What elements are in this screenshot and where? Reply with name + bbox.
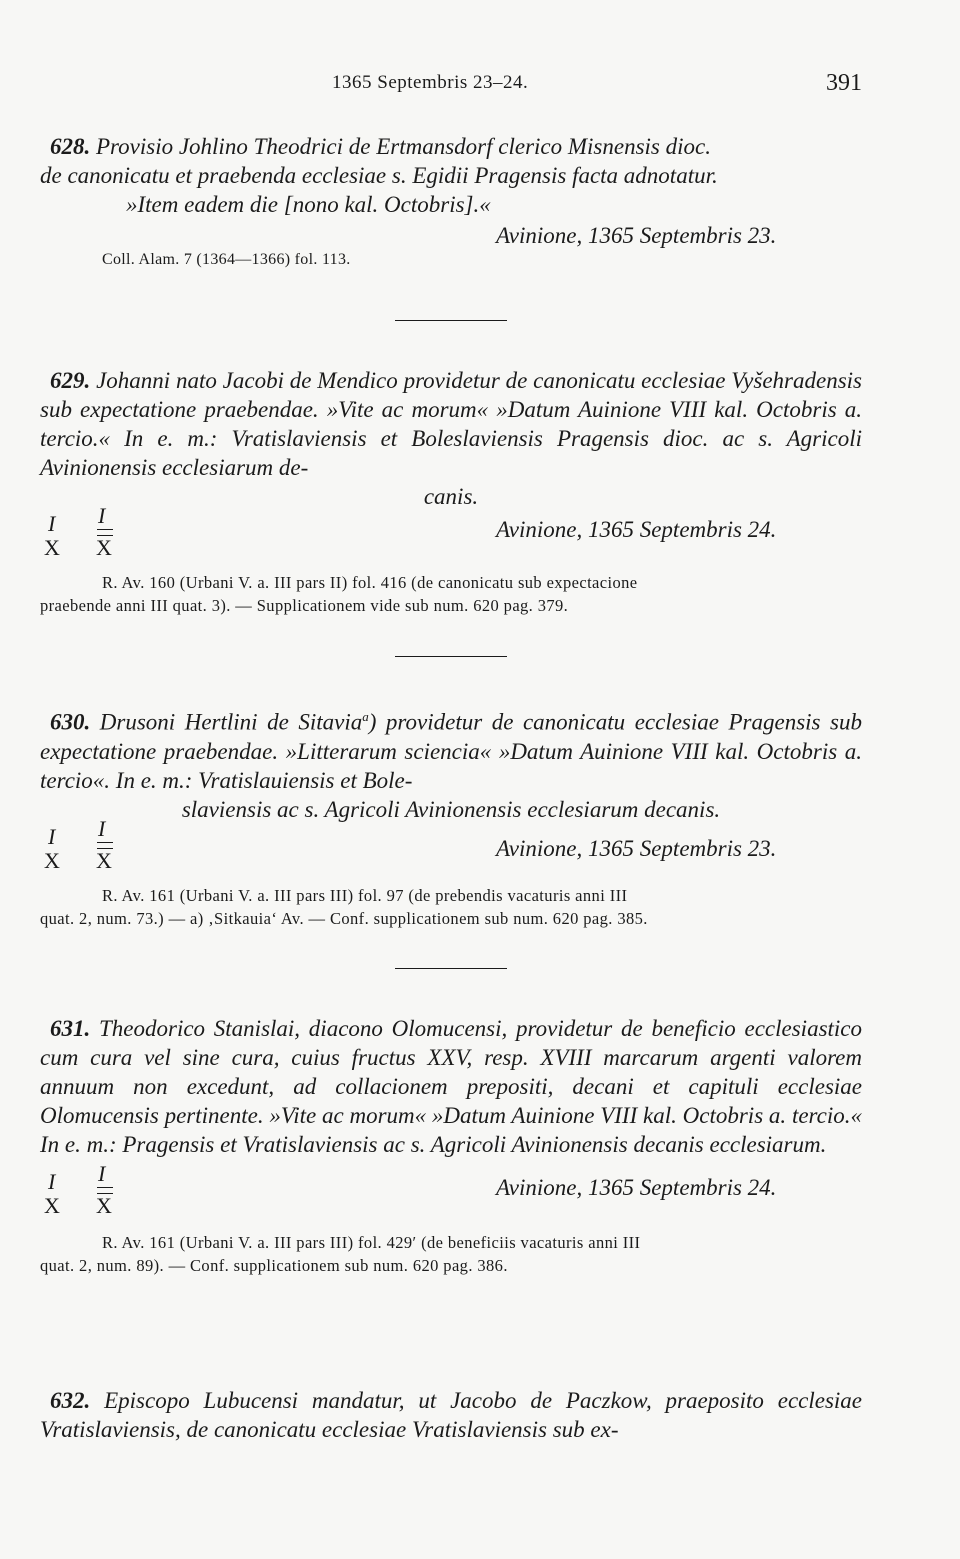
entry-631 <box>40 1014 862 1277</box>
mark-lower-right: X <box>96 535 112 560</box>
entry-632-text <box>40 1386 862 1444</box>
place-date: Avinione, 1365 Septembris 23. <box>496 223 777 248</box>
note-line-1: R. Av. 161 (Urbani V. a. III pars III) fol. 429′ (de beneficiis vacaturis anni III <box>102 1233 641 1252</box>
entry-629-marks <box>40 503 862 563</box>
entry-629 <box>40 366 862 617</box>
entry-631-text <box>40 1014 862 1159</box>
entry-630-body-b: ) providetur de canonicatu ecclesiae Pragensis sub expectatione praebendae. »Litterarum sciencia« »Datum Auinione VIII kal. Octobris a. tercio«. In e. m.: Vratislauiensis et Bole- <box>40 709 862 793</box>
entry-number: 631. <box>50 1016 91 1041</box>
entry-number: 630. <box>50 709 91 735</box>
entry-630 <box>40 702 862 930</box>
entry-631-marks <box>40 1161 862 1221</box>
entry-631-body: Theodorico Stanislai, diacono Olomucensi, providetur de beneficio ecclesiastico cum cura vel sine cura, cuius fructus XXV, resp. XVIII marcarum argenti valorem annuum non excedunt, ad collacionem prepositi, decani et capituli ecclesiae Olomucensis pertinente. »Vite ac morum« »Datum Auinione VIII kal. Octobris a. tercio.« In e. m.: Pragensis et Vratislaviensis ac s. Agricoli Avinionensis decanis ecclesiarum. <box>40 1016 863 1157</box>
entry-632-body: Episcopo Lubucensi mandatur, ut Jacobo de Paczkow, praeposito ecclesiae Vratislaviensis, de canonicatu ecclesiae Vratislaviensis sub ex- <box>40 1388 863 1442</box>
note-line-1: R. Av. 160 (Urbani V. a. III pars II) fol. 416 (de canonicatu sub expectacione <box>102 573 638 592</box>
entry-630-body-a: Drusoni Hertlini de Sitavia <box>99 709 363 735</box>
mark-lower-left: X <box>44 847 60 873</box>
separator-rule <box>395 320 507 321</box>
entry-number: 632. <box>50 1388 91 1413</box>
entry-629-body: Johanni nato Jacobi de Mendico providetur de canonicatu ecclesiae Vyšehradensis sub expectatione praebendae. »Vite ac morum« »Datum Auinione VIII kal. Octobris a. tercio.« In e. m.: Vratislaviensis et Boleslaviensis Pragensis dioc. ac s. Agricoli Avinionensis ecclesiarum de- <box>40 368 862 480</box>
entry-number: 629. <box>50 368 91 393</box>
entry-628-line-1: Provisio Johlino Theodrici de Ertmansdorf clerico Misnensis dioc. <box>96 134 711 159</box>
entry-628-text <box>40 132 862 219</box>
entry-632 <box>40 1386 862 1444</box>
entry-630-note <box>40 884 862 930</box>
source-reference: Coll. Alam. 7 (1364—1366) fol. 113. <box>102 251 351 268</box>
entry-630-text <box>40 702 862 824</box>
note-line-2: quat. 2, num. 89). — Conf. supplicationem sub num. 620 pag. 386. <box>40 1256 508 1275</box>
note-line-2: praebende anni III quat. 3). — Supplicationem vide sub num. 620 pag. 379. <box>40 596 569 615</box>
mark-upper-right: I <box>98 1161 106 1186</box>
mark-lower-left: X <box>44 535 60 560</box>
separator-rule <box>395 656 507 657</box>
mark-upper-left: I <box>48 1169 56 1194</box>
entry-629-note <box>40 571 862 617</box>
entry-number: 628. <box>50 134 91 159</box>
entry-631-note <box>40 1231 862 1277</box>
note-line-2: quat. 2, num. 73.) — a) ‚Sitkauia‘ Av. — Conf. supplicationem sub num. 620 pag. 385. <box>40 908 648 928</box>
entry-630-marks <box>40 815 862 876</box>
mark-lower-left: X <box>44 1193 60 1218</box>
entry-629-text <box>40 366 862 511</box>
header-date: 1365 Septembris 23–24. <box>332 72 529 93</box>
entry-628-line-3: »Item eadem die [nono kal. Octobris].« <box>126 192 491 217</box>
page-number: 391 <box>826 70 862 96</box>
mark-lower-right: X <box>96 847 112 873</box>
place-date: Avinione, 1365 Septembris 24. <box>496 517 777 542</box>
entry-630-tail: slaviensis ac s. Agricoli Avinionensis ecclesiarum decanis. <box>181 796 721 822</box>
mark-lower-right: X <box>96 1193 112 1218</box>
separator-rule <box>395 968 507 969</box>
mark-upper-right: I <box>98 503 106 528</box>
entry-629-tail: canis. <box>423 484 479 509</box>
mark-upper-right: I <box>98 815 106 841</box>
running-head <box>40 70 862 100</box>
place-date: Avinione, 1365 Septembris 24. <box>496 1175 777 1200</box>
entry-628-dateline <box>40 219 862 277</box>
footnote-marker: a <box>362 709 369 724</box>
place-date: Avinione, 1365 Septembris 23. <box>496 835 777 861</box>
entry-628 <box>40 132 862 277</box>
mark-upper-left: I <box>48 511 56 536</box>
entry-628-line-2: de canonicatu et praebenda ecclesiae s. Egidii Pragensis facta adnotatur. <box>40 163 718 188</box>
note-line-1: R. Av. 161 (Urbani V. a. III pars III) fol. 97 (de prebendis vacaturis anni III <box>102 885 628 905</box>
mark-upper-left: I <box>48 823 56 849</box>
